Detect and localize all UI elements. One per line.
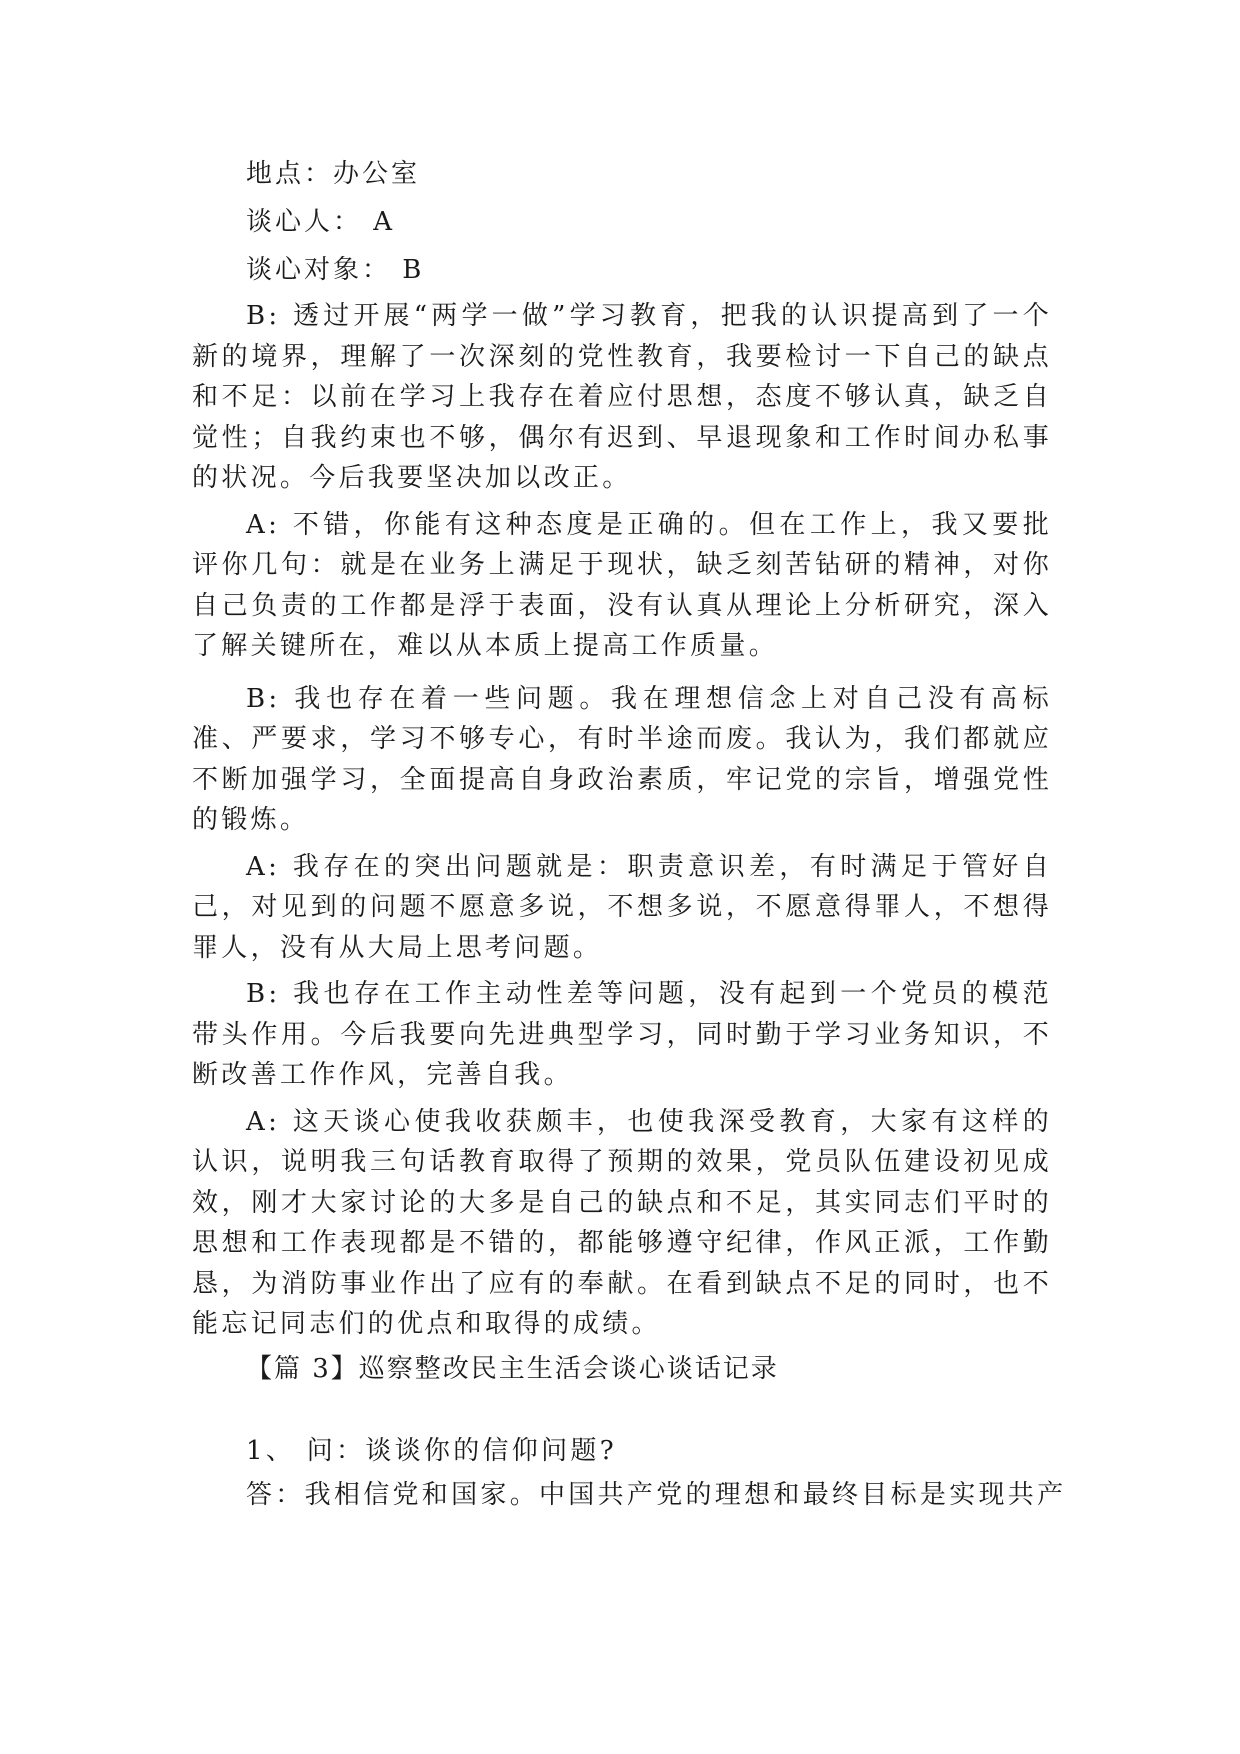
document-body <box>192 150 1067 1517</box>
dialogue-paragraph-2: A: 不错，你能有这种态度是正确的。但在工作上，我又要批评你几句：就是在业务上满足于现状，缺乏刻苦钻研的精神，对你自己负责的工作都是浮于表面，没有认真从理论上分析研究，深入了解关键所在，难以从本质上提高工作质量。 <box>192 509 1052 661</box>
question-line: 1、 问：谈谈你的信仰问题? <box>246 1435 617 1466</box>
meeting-location: 地点：办公室 <box>246 159 421 189</box>
meeting-speaker: 谈心人： A <box>246 207 396 237</box>
dialogue-paragraph-5: B: 我也存在工作主动性差等问题，没有起到一个党员的模范带头作用。今后我要向先进典型学习，同时勤于学习业务知识，不断改善工作作风，完善自我。 <box>192 979 1052 1090</box>
dialogue-paragraph-1: B: 透过开展“两学一做”学习教育，把我的认识提高到了一个新的境界，理解了一次深刻的党性教育，我要检讨一下自己的缺点和不足：以前在学习上我存在着应付思想，态度不够认真，缺乏自觉性；自我约束也不够，偶尔有迟到、早退现象和工作时间办私事的状况。今后我要坚决加以改正。 <box>192 301 1052 493</box>
answer-line: 答：我相信党和国家。中国共产党的理想和最终目标是实现共产 <box>246 1479 1067 1510</box>
meeting-target: 谈心对象： B <box>246 255 425 285</box>
dialogue-paragraph-3: B: 我也存在着一些问题。我在理想信念上对自己没有高标准、严要求，学习不够专心，有时半途而废。我认为，我们都就应不断加强学习，全面提高自身政治素质，牢记党的宗旨，增强党性的锻炼。 <box>192 683 1052 835</box>
dialogue-paragraph-6: A: 这天谈心使我收获颇丰，也使我深受教育，大家有这样的认识，说明我三句话教育取得了预期的效果，党员队伍建设初见成效，刚才大家讨论的大多是自己的缺点和不足，其实同志们平时的思想和工作表现都是不错的，都能够遵守纪律，作风正派，工作勤恳，为消防事业作出了应有的奉献。在看到缺点不足的同时，也不能忘记同志们的优点和取得的成绩。 <box>192 1106 1052 1339</box>
dialogue-paragraph-4: A: 我存在的突出问题就是：职责意识差，有时满足于管好自己，对见到的问题不愿意多说，不想多说，不愿意得罪人，不想得罪人，没有从大局上思考问题。 <box>192 851 1052 963</box>
section-title: 【篇 3】巡察整改民主生活会谈心谈话记录 <box>246 1353 779 1384</box>
